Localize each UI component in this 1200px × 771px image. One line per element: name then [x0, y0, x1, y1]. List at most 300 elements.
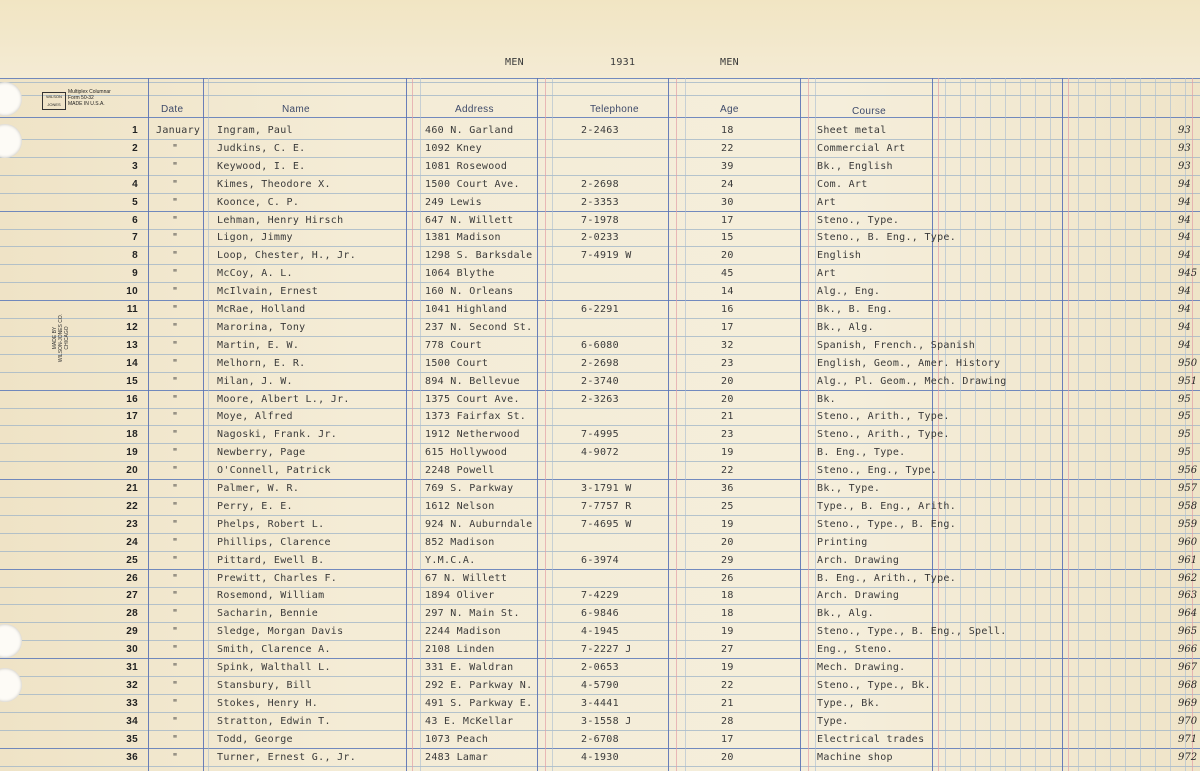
- rule-line: [203, 78, 204, 771]
- rule-line: [990, 78, 991, 771]
- rule-line: [1125, 78, 1126, 771]
- row-name: Perry, E. E.: [217, 500, 293, 512]
- row-address: 160 N. Orleans: [425, 286, 514, 298]
- row-record-number: 966: [1178, 644, 1198, 656]
- row-record-number: 967: [1178, 662, 1198, 673]
- row-number: 17: [126, 411, 138, 423]
- row-course: B. Eng., Type.: [817, 447, 906, 459]
- row-course: Arch. Drawing: [817, 554, 900, 566]
- row-record-number: 93: [1178, 160, 1191, 172]
- row-address: 67 N. Willett: [425, 572, 508, 584]
- maker-line: WILSON-JONES CO.: [58, 313, 64, 363]
- row-age: 18: [721, 608, 734, 620]
- row-number: 3: [132, 160, 138, 172]
- rule-line: [1110, 78, 1111, 771]
- form-made: MADE IN U.S.A.: [68, 101, 105, 107]
- row-number: 1: [132, 125, 138, 136]
- row-number: 9: [132, 268, 138, 280]
- row-course: Mech. Drawing.: [817, 662, 906, 673]
- row-record-number: 94: [1178, 214, 1191, 226]
- row-number: 24: [126, 536, 138, 548]
- row-address: 894 N. Bellevue: [425, 375, 520, 387]
- rule-line: [552, 78, 553, 771]
- row-record-number: 94: [1178, 286, 1191, 298]
- row-name: Rosemond, William: [217, 590, 325, 602]
- rule-line: [1005, 78, 1006, 771]
- form-brand: Multiplex Columnar: [68, 89, 111, 95]
- row-record-number: 94: [1178, 178, 1191, 190]
- rule-line: [808, 78, 809, 771]
- header-course: Course: [852, 106, 887, 117]
- row-address: 769 S. Parkway: [425, 483, 514, 494]
- row-age: 23: [721, 357, 734, 369]
- row-address: 43 E. McKellar: [425, 715, 514, 727]
- row-number: 4: [132, 178, 138, 190]
- row-date: ": [172, 411, 179, 423]
- row-address: 647 N. Willett: [425, 214, 514, 226]
- row-name: Stansbury, Bill: [217, 679, 312, 691]
- row-age: 22: [721, 679, 734, 691]
- row-course: Steno., Type.: [817, 214, 900, 226]
- row-date: ": [172, 142, 179, 154]
- row-record-number: 95: [1178, 411, 1191, 423]
- row-record-number: 950: [1178, 357, 1198, 369]
- rule-line: [1050, 78, 1051, 771]
- row-date: ": [172, 608, 179, 620]
- row-age: 18: [721, 125, 734, 136]
- row-number: 36: [126, 751, 138, 763]
- binder-hole: [0, 668, 22, 702]
- row-record-number: 93: [1178, 125, 1191, 136]
- row-name: Keywood, I. E.: [217, 160, 306, 172]
- row-address: 1500 Court Ave.: [425, 178, 520, 190]
- row-course: Alg., Eng.: [817, 286, 881, 298]
- row-address: 491 S. Parkway E.: [425, 697, 533, 709]
- row-course: Steno., Eng., Type.: [817, 465, 938, 477]
- row-date: ": [172, 679, 179, 691]
- form-info: [68, 89, 111, 107]
- top-margin: [0, 0, 1200, 78]
- row-date: ": [172, 250, 179, 262]
- row-telephone: 2-6708: [581, 733, 619, 745]
- row-address: 292 E. Parkway N.: [425, 679, 533, 691]
- row-age: 25: [721, 500, 734, 512]
- row-number: 14: [126, 357, 138, 369]
- row-course: Bk., B. Eng.: [817, 304, 893, 315]
- row-record-number: 945: [1178, 268, 1198, 280]
- row-course: Commercial Art: [817, 142, 906, 154]
- row-date: ": [172, 626, 179, 638]
- row-number: 22: [126, 500, 138, 512]
- row-address: 1500 Court: [425, 357, 489, 369]
- row-name: Palmer, W. R.: [217, 483, 300, 494]
- row-telephone: 6-3974: [581, 554, 619, 566]
- row-course: Printing: [817, 536, 868, 548]
- row-age: 19: [721, 662, 734, 673]
- row-date: ": [172, 483, 179, 494]
- rule-line: [815, 78, 816, 771]
- row-address: 1894 Oliver: [425, 590, 495, 602]
- row-number: 26: [126, 572, 138, 584]
- row-record-number: 964: [1178, 608, 1198, 620]
- row-record-number: 971: [1178, 733, 1198, 745]
- rule-line: [676, 78, 677, 771]
- row-number: 7: [132, 232, 138, 244]
- row-name: Milan, J. W.: [217, 375, 293, 387]
- row-course: Eng., Steno.: [817, 644, 893, 656]
- row-number: 32: [126, 679, 138, 691]
- rule-line: [1140, 78, 1141, 771]
- row-course: Steno., Type., Bk.: [817, 679, 931, 691]
- header-name: Name: [282, 104, 310, 115]
- rule-line: [945, 78, 946, 771]
- row-course: Com. Art: [817, 178, 868, 190]
- rule-line: [208, 78, 209, 771]
- header-age: Age: [720, 104, 739, 115]
- row-course: Art: [817, 196, 836, 208]
- rule-line: [412, 78, 413, 771]
- row-address: 1381 Madison: [425, 232, 501, 244]
- row-name: Sledge, Morgan Davis: [217, 626, 344, 638]
- row-date: ": [172, 465, 179, 477]
- row-date: ": [172, 268, 179, 280]
- row-number: 31: [126, 662, 138, 673]
- row-course: Bk., English: [817, 160, 893, 172]
- row-record-number: 94: [1178, 232, 1191, 244]
- row-record-number: 95: [1178, 447, 1191, 459]
- row-address: 1375 Court Ave.: [425, 393, 520, 405]
- row-telephone: 2-2463: [581, 125, 619, 136]
- rule-line: [1078, 78, 1079, 771]
- row-telephone: 7-2227 J: [581, 644, 632, 656]
- row-name: McIlvain, Ernest: [217, 286, 319, 298]
- row-age: 17: [721, 733, 734, 745]
- row-address: 1092 Kney: [425, 142, 482, 154]
- row-name: Moye, Alfred: [217, 411, 293, 423]
- row-number: 34: [126, 715, 138, 727]
- row-age: 18: [721, 590, 734, 602]
- rule-line: [932, 78, 933, 771]
- row-address: 2244 Madison: [425, 626, 501, 638]
- row-address: 1064 Blythe: [425, 268, 495, 280]
- row-name: Stratton, Edwin T.: [217, 715, 331, 727]
- rule-line: [975, 78, 976, 771]
- row-telephone: 3-1791 W: [581, 483, 632, 494]
- row-age: 22: [721, 465, 734, 477]
- row-date: ": [172, 393, 179, 405]
- row-age: 20: [721, 375, 734, 387]
- row-course: Steno., Type., B. Eng., Spell.: [817, 626, 1007, 638]
- row-name: Sacharin, Bennie: [217, 608, 319, 620]
- row-date: ": [172, 697, 179, 709]
- row-course: Machine shop: [817, 751, 893, 763]
- row-age: 20: [721, 250, 734, 262]
- row-telephone: 2-2698: [581, 178, 619, 190]
- row-telephone: 2-3263: [581, 393, 619, 405]
- row-number: 12: [126, 321, 138, 333]
- row-number: 2: [132, 142, 138, 154]
- row-course: Steno., Arith., Type.: [817, 429, 950, 441]
- row-number: 6: [132, 214, 138, 226]
- row-date: January: [156, 125, 201, 136]
- row-course: Type.: [817, 715, 849, 727]
- row-address: 249 Lewis: [425, 196, 482, 208]
- row-age: 16: [721, 304, 734, 315]
- row-date: ": [172, 500, 179, 512]
- row-age: 19: [721, 518, 734, 530]
- row-course: Bk., Alg.: [817, 608, 874, 620]
- row-course: English: [817, 250, 862, 262]
- row-address: 297 N. Main St.: [425, 608, 520, 620]
- row-age: 39: [721, 160, 734, 172]
- maker-line: CHICAGO: [64, 326, 70, 350]
- row-record-number: 951: [1178, 375, 1198, 387]
- row-name: Nagoski, Frank. Jr.: [217, 429, 338, 441]
- row-number: 5: [132, 196, 138, 208]
- row-name: Newberry, Page: [217, 447, 306, 459]
- rule-line: [406, 78, 407, 771]
- row-course: Spanish, French., Spanish: [817, 339, 976, 351]
- rule-line: [960, 78, 961, 771]
- row-address: 460 N. Garland: [425, 125, 514, 136]
- top-left-label: MEN: [505, 57, 524, 68]
- row-telephone: 3-4441: [581, 697, 619, 709]
- row-age: 32: [721, 339, 734, 351]
- rule-line: [537, 78, 538, 771]
- rule-line: [1020, 78, 1021, 771]
- row-address: 1912 Netherwood: [425, 429, 520, 441]
- row-telephone: 6-9846: [581, 608, 619, 620]
- row-address: Y.M.C.A.: [425, 554, 476, 566]
- row-address: 2248 Powell: [425, 465, 495, 477]
- row-record-number: 94: [1178, 196, 1191, 208]
- row-date: ": [172, 321, 179, 333]
- row-name: Loop, Chester, H., Jr.: [217, 250, 357, 262]
- row-date: ": [172, 662, 179, 673]
- rule-line: [1170, 78, 1171, 771]
- row-record-number: 94: [1178, 250, 1191, 262]
- form-logo: WILSON JONES: [42, 92, 66, 110]
- row-record-number: 94: [1178, 321, 1191, 333]
- row-date: ": [172, 447, 179, 459]
- row-address: 2108 Linden: [425, 644, 495, 656]
- row-age: 36: [721, 483, 734, 494]
- row-address: 237 N. Second St.: [425, 321, 533, 333]
- binder-hole: [0, 82, 22, 116]
- header-address: Address: [455, 104, 494, 115]
- row-age: 21: [721, 411, 734, 423]
- row-date: ": [172, 178, 179, 190]
- row-address: 1612 Nelson: [425, 500, 495, 512]
- row-record-number: 95: [1178, 393, 1191, 405]
- row-record-number: 972: [1178, 751, 1198, 763]
- row-telephone: 7-7757 R: [581, 500, 632, 512]
- row-number: 10: [126, 286, 138, 298]
- row-number: 29: [126, 626, 138, 638]
- row-telephone: 7-4695 W: [581, 518, 632, 530]
- maker-label: [52, 308, 70, 368]
- row-telephone: 7-4229: [581, 590, 619, 602]
- row-record-number: 94: [1178, 339, 1191, 351]
- row-record-number: 95: [1178, 429, 1191, 441]
- row-address: 1081 Rosewood: [425, 160, 508, 172]
- row-date: ": [172, 339, 179, 351]
- row-age: 19: [721, 447, 734, 459]
- row-age: 22: [721, 142, 734, 154]
- row-name: McCoy, A. L.: [217, 268, 293, 280]
- row-telephone: 4-1945: [581, 626, 619, 638]
- row-number: 8: [132, 250, 138, 262]
- row-course: Type., Bk.: [817, 697, 881, 709]
- row-age: 15: [721, 232, 734, 244]
- row-date: ": [172, 715, 179, 727]
- row-number: 11: [126, 304, 138, 315]
- row-number: 25: [126, 554, 138, 566]
- maker-line: MADE BY: [52, 326, 58, 350]
- row-address: 331 E. Waldran: [425, 662, 514, 673]
- row-record-number: 965: [1178, 626, 1198, 638]
- row-name: Stokes, Henry H.: [217, 697, 319, 709]
- form-number: Form 50-32: [68, 95, 94, 101]
- row-date: ": [172, 554, 179, 566]
- row-course: Steno., B. Eng., Type.: [817, 232, 957, 244]
- row-name: McRae, Holland: [217, 304, 306, 315]
- row-telephone: 2-0233: [581, 232, 619, 244]
- row-address: 615 Hollywood: [425, 447, 508, 459]
- row-address: 2483 Lamar: [425, 751, 489, 763]
- row-name: Phillips, Clarence: [217, 536, 331, 548]
- row-record-number: 956: [1178, 465, 1198, 477]
- row-address: 778 Court: [425, 339, 482, 351]
- row-date: ": [172, 196, 179, 208]
- row-address: 1073 Peach: [425, 733, 489, 745]
- row-age: 21: [721, 697, 734, 709]
- row-number: 16: [126, 393, 138, 405]
- row-age: 20: [721, 393, 734, 405]
- row-name: Pittard, Ewell B.: [217, 554, 325, 566]
- row-record-number: 93: [1178, 142, 1191, 154]
- binder-hole: [0, 124, 22, 158]
- row-date: ": [172, 751, 179, 763]
- row-course: Bk.: [817, 393, 836, 405]
- row-course: Alg., Pl. Geom., Mech. Drawing: [817, 375, 1007, 387]
- binder-hole: [0, 624, 22, 658]
- rule-line: [1068, 78, 1069, 771]
- row-name: Martin, E. W.: [217, 339, 300, 351]
- rule-line: [420, 78, 421, 771]
- row-age: 17: [721, 214, 734, 226]
- row-telephone: 7-1978: [581, 214, 619, 226]
- rule-line: [1062, 78, 1063, 771]
- row-record-number: 970: [1178, 715, 1198, 727]
- row-number: 30: [126, 644, 138, 656]
- row-course: B. Eng., Arith., Type.: [817, 572, 957, 584]
- row-telephone: 2-3740: [581, 375, 619, 387]
- row-course: Sheet metal: [817, 125, 887, 136]
- row-number: 35: [126, 733, 138, 745]
- row-course: Steno., Arith., Type.: [817, 411, 950, 423]
- row-telephone: 4-1930: [581, 751, 619, 763]
- row-telephone: 2-0653: [581, 662, 619, 673]
- row-date: ": [172, 160, 179, 172]
- rule-line: [668, 78, 669, 771]
- row-date: ": [172, 375, 179, 387]
- row-telephone: 4-5790: [581, 679, 619, 691]
- row-record-number: 94: [1178, 304, 1191, 315]
- header-telephone: Telephone: [590, 104, 639, 115]
- row-name: Todd, George: [217, 733, 293, 745]
- rule-line: [1035, 78, 1036, 771]
- header-date: Date: [161, 104, 184, 115]
- row-date: ": [172, 536, 179, 548]
- row-name: Marorina, Tony: [217, 321, 306, 333]
- row-age: 24: [721, 178, 734, 190]
- row-record-number: 969: [1178, 697, 1198, 709]
- row-course: Electrical trades: [817, 733, 925, 745]
- row-number: 13: [126, 339, 138, 351]
- row-name: Prewitt, Charles F.: [217, 572, 338, 584]
- row-age: 19: [721, 626, 734, 638]
- row-telephone: 4-9072: [581, 447, 619, 459]
- row-address: 852 Madison: [425, 536, 495, 548]
- row-record-number: 968: [1178, 679, 1198, 691]
- row-date: ": [172, 232, 179, 244]
- row-name: Smith, Clarence A.: [217, 644, 331, 656]
- row-age: 28: [721, 715, 734, 727]
- rule-line: [545, 78, 546, 771]
- rule-line: [800, 78, 801, 771]
- row-date: ": [172, 590, 179, 602]
- row-name: Ingram, Paul: [217, 125, 293, 136]
- row-record-number: 961: [1178, 554, 1198, 566]
- row-date: ": [172, 518, 179, 530]
- row-date: ": [172, 286, 179, 298]
- row-telephone: 7-4919 W: [581, 250, 632, 262]
- row-telephone: 7-4995: [581, 429, 619, 441]
- row-number: 23: [126, 518, 138, 530]
- row-name: Melhorn, E. R.: [217, 357, 306, 369]
- row-record-number: 962: [1178, 572, 1198, 584]
- row-address: 1041 Highland: [425, 304, 508, 315]
- row-telephone: 6-2291: [581, 304, 619, 315]
- row-address: 1298 S. Barksdale: [425, 250, 533, 262]
- row-record-number: 963: [1178, 590, 1198, 602]
- row-telephone: 2-3353: [581, 196, 619, 208]
- row-record-number: 957: [1178, 483, 1198, 494]
- top-right-label: MEN: [720, 57, 739, 68]
- row-address: 924 N. Auburndale: [425, 518, 533, 530]
- row-number: 28: [126, 608, 138, 620]
- row-telephone: 2-2698: [581, 357, 619, 369]
- row-age: 29: [721, 554, 734, 566]
- row-number: 18: [126, 429, 138, 441]
- row-course: Art: [817, 268, 836, 280]
- row-date: ": [172, 357, 179, 369]
- row-record-number: 959: [1178, 518, 1198, 530]
- row-course: Type., B. Eng., Arith.: [817, 500, 957, 512]
- row-number: 27: [126, 590, 138, 602]
- row-age: 17: [721, 321, 734, 333]
- row-age: 26: [721, 572, 734, 584]
- row-number: 19: [126, 447, 138, 459]
- top-year: 1931: [610, 57, 636, 68]
- row-age: 20: [721, 751, 734, 763]
- row-number: 33: [126, 697, 138, 709]
- row-name: Judkins, C. E.: [217, 142, 306, 154]
- rule-line: [938, 78, 939, 771]
- row-record-number: 958: [1178, 500, 1198, 512]
- row-date: ": [172, 733, 179, 745]
